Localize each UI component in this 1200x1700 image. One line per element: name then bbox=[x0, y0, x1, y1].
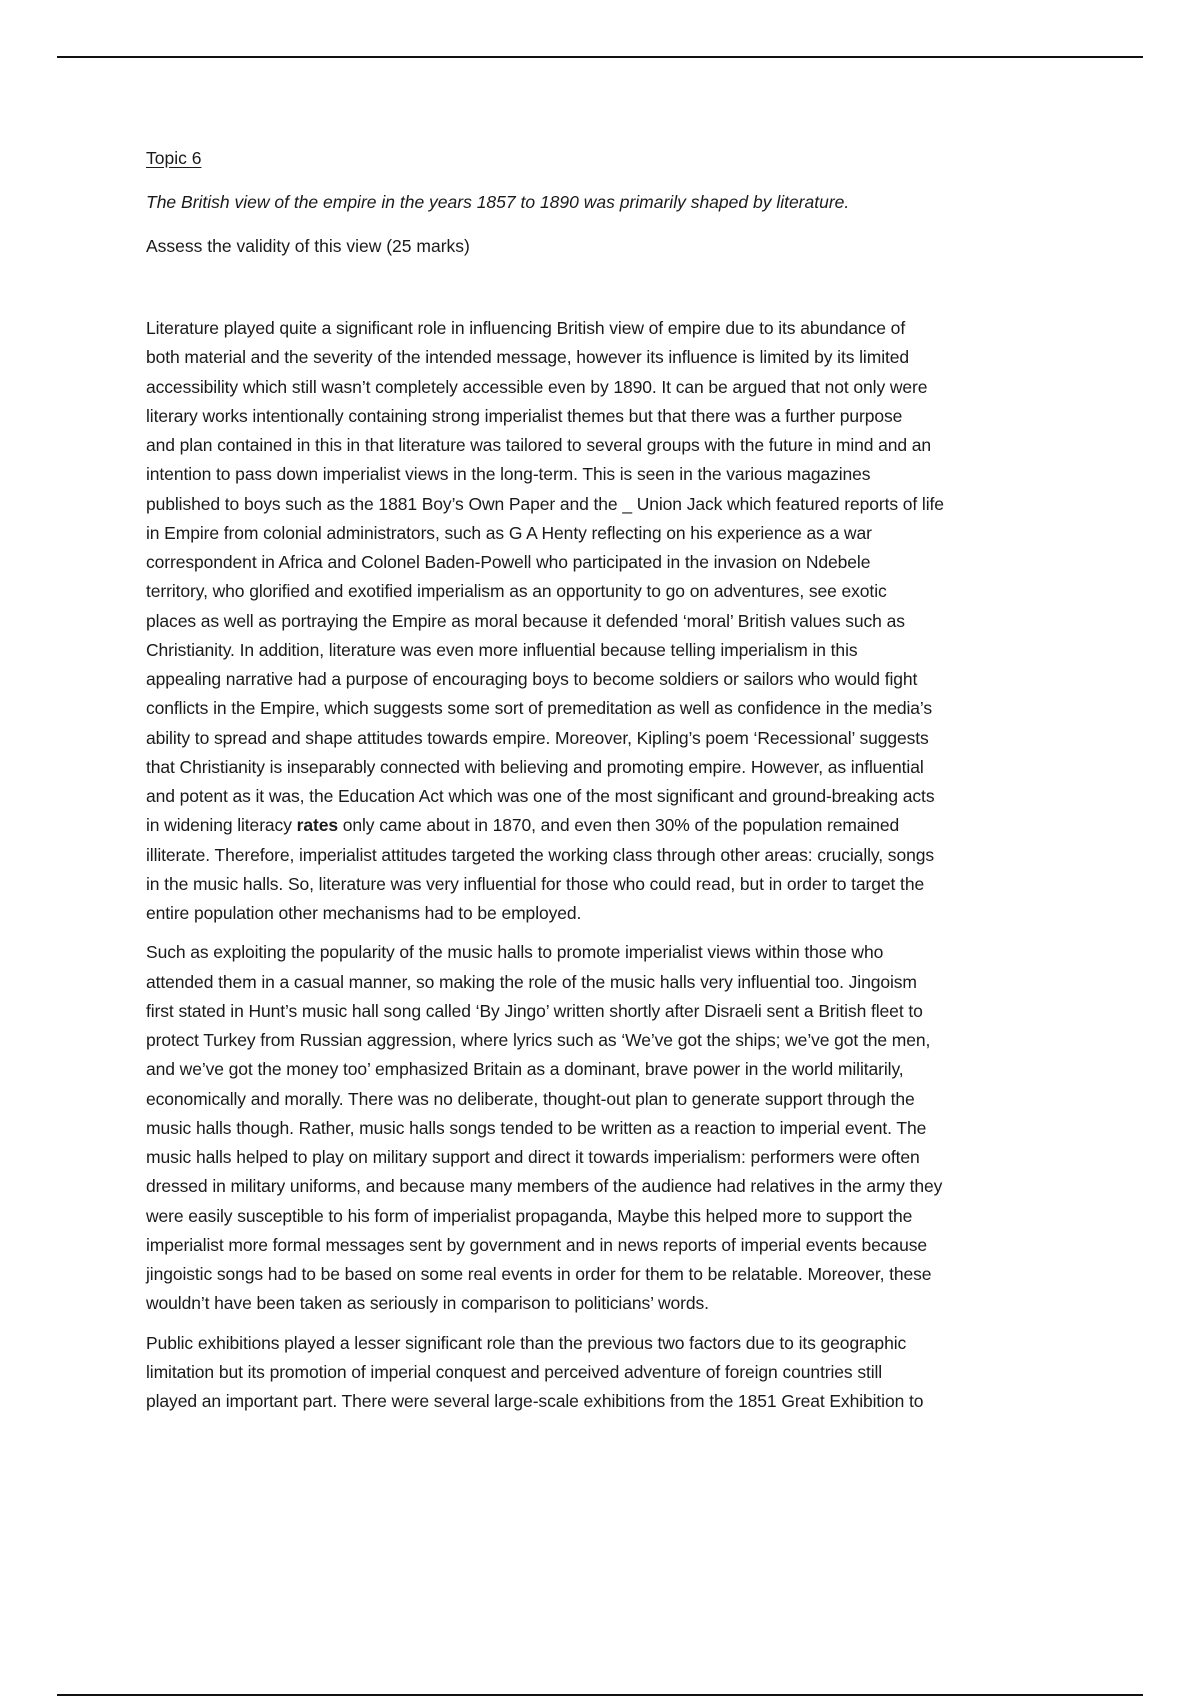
text-line: Christianity. In addition, literature was even more influential because telling imperialism in this bbox=[146, 639, 858, 660]
text-segment: in widening literacy bbox=[146, 815, 297, 836]
text-line: in the music halls. So, literature was very influential for those who could read, but in order to target the bbox=[146, 873, 925, 894]
text-line: ability to spread and shape attitudes towards empire. Moreover, Kipling’s poem ‘Recessional’ suggests bbox=[146, 727, 929, 748]
essay-question: The British view of the empire in the years 1857 to 1890 was primarily shaped by literature. bbox=[146, 192, 850, 212]
text-line: Literature played quite a significant role in influencing British view of empire due to its abundance of bbox=[146, 318, 906, 338]
text-line: first stated in Hunt’s music hall song called ‘By Jingo’ written shortly after Disraeli sent a British fleet to bbox=[146, 1000, 923, 1021]
top-rule bbox=[57, 56, 1143, 58]
text-line: Such as exploiting the popularity of the music halls to promote imperialist views within those who bbox=[146, 942, 884, 963]
text-line: conflicts in the Empire, which suggests some sort of premeditation as well as confidence in the media’s bbox=[146, 698, 933, 719]
text-line: dressed in military uniforms, and because many members of the audience had relatives in the army they bbox=[146, 1176, 943, 1197]
text-line: that Christianity is inseparably connected with believing and promoting empire. However, as influential bbox=[146, 756, 924, 777]
text-line: jingoistic songs had to be based on some real events in order for them to be relatable. Moreover, these bbox=[146, 1264, 932, 1284]
text-line: literary works intentionally containing strong imperialist themes but that there was a further purpose bbox=[146, 405, 903, 426]
paragraph-literature bbox=[146, 314, 1096, 928]
text-line: wouldn’t have been taken as seriously in comparison to politicians’ words. bbox=[146, 1293, 709, 1314]
text-line: intention to pass down imperialist views in the long-term. This is seen in the various magazines bbox=[146, 464, 871, 485]
text-line: played an important part. There were several large-scale exhibitions from the 1851 Great Exhibition to bbox=[146, 1391, 924, 1411]
bold-word: rates bbox=[296, 815, 338, 836]
text-line: entire population other mechanisms had to be employed. bbox=[146, 903, 582, 923]
paragraph-exhibitions bbox=[146, 1329, 1096, 1417]
document-body bbox=[146, 146, 1096, 1416]
text-line: music halls though. Rather, music halls songs tended to be written as a reaction to imperial event. The bbox=[146, 1117, 927, 1138]
text-segment: only came about in 1870, and even then 30% of the population remained bbox=[337, 815, 900, 836]
text-line: and plan contained in this in that literature was tailored to several groups with the future in mind and an bbox=[146, 435, 932, 455]
text-line: and we’ve got the money too’ emphasized Britain as a dominant, brave power in the world militarily, bbox=[146, 1059, 904, 1080]
text-line: imperialist more formal messages sent by government and in news reports of imperial events because bbox=[146, 1234, 927, 1255]
text-line: appealing narrative had a purpose of encouraging boys to become soldiers or sailors who would fight bbox=[146, 669, 918, 689]
topic-heading: Topic 6 bbox=[146, 148, 202, 168]
text-line: territory, who glorified and exotified imperialism as an opportunity to go on adventures, see exotic bbox=[146, 581, 887, 602]
bottom-rule bbox=[57, 1694, 1143, 1696]
text-line: accessibility which still wasn’t completely accessible even by 1890. It can be argued that not only were bbox=[146, 376, 928, 397]
text-line: Public exhibitions played a lesser significant role than the previous two factors due to its geographic bbox=[146, 1332, 907, 1353]
text-line: illiterate. Therefore, imperialist attitudes targeted the working class through other areas: crucially, songs bbox=[146, 844, 935, 865]
text-line: in Empire from colonial administrators, such as G A Henty reflecting on his experience as a war bbox=[146, 522, 872, 543]
paragraph-music-halls bbox=[146, 938, 1096, 1318]
text-line: economically and morally. There was no deliberate, thought-out plan to generate support through the bbox=[146, 1088, 915, 1109]
essay-instruction: Assess the validity of this view (25 marks) bbox=[146, 236, 470, 256]
text-line: attended them in a casual manner, so making the role of the music halls very influential too. Jingoism bbox=[146, 971, 917, 992]
text-line: limitation but its promotion of imperial conquest and perceived adventure of foreign countries still bbox=[146, 1361, 883, 1382]
text-line bbox=[146, 811, 1096, 840]
text-line: published to boys such as the 1881 Boy’s Own Paper and the _ Union Jack which featured reports of life bbox=[146, 493, 944, 514]
text-line: and potent as it was, the Education Act which was one of the most significant and ground-breaking acts bbox=[146, 786, 935, 806]
text-line: were easily susceptible to his form of imperialist propaganda, Maybe this helped more to support the bbox=[146, 1205, 913, 1226]
text-line: correspondent in Africa and Colonel Baden-Powell who participated in the invasion on Ndebele bbox=[146, 552, 871, 572]
text-line: both material and the severity of the intended message, however its influence is limited by its limited bbox=[146, 347, 910, 368]
text-line: protect Turkey from Russian aggression, where lyrics such as ‘We’ve got the ships; we’ve got the men, bbox=[146, 1030, 931, 1050]
text-line: music halls helped to play on military support and direct it towards imperialism: performers were often bbox=[146, 1147, 920, 1167]
text-line: places as well as portraying the Empire as moral because it defended ‘moral’ British values such as bbox=[146, 610, 905, 631]
